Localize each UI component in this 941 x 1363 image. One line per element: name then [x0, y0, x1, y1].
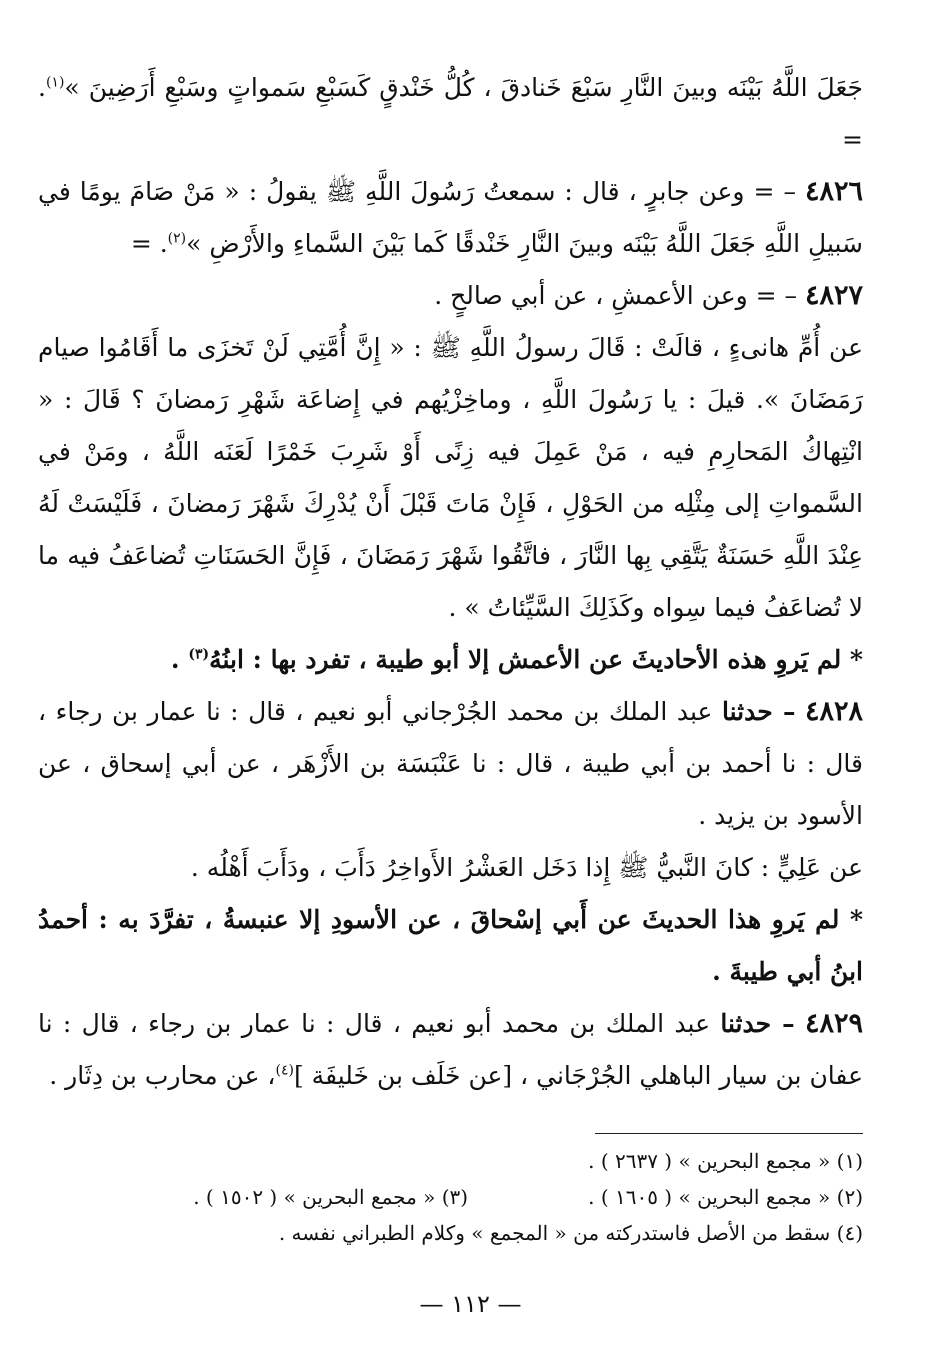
hadith-4828 — [38, 686, 863, 842]
footnote-row-2-3 — [38, 1179, 863, 1215]
footnote-2: (٢) « مجمع البحرين » ( ١٦٠٥ ) . — [588, 1185, 863, 1209]
hadith-tail-4829: ، عن محارب بن دِثَار . — [49, 1061, 276, 1090]
footnote-ref-3: (٣) — [188, 646, 210, 663]
hadith-4829 — [38, 998, 863, 1102]
footnote-4: (٤) سقط من الأصل فاستدركته من « المجمع » وكلام الطبراني نفسه . — [278, 1221, 863, 1245]
intro-line-1: جَعَلَ اللَّهُ بَيْنَه وبينَ النَّارِ سَبْعَ خَنادقَ ، كُلُّ خَنْدقٍ كَسَبْعِ سَمواتٍ وسَبْعِ — [164, 73, 863, 102]
hadith-number-4829: ٤٨٢٩ — [804, 1008, 863, 1039]
hadith-isnad-4829: عبد الملك بن محمد أبو نعيم ، قال : نا عمار بن رجاء ، قال : نا عفان بن سيار الباهلي الجُرْجَاني ، [عن خَلَف بن خَليفَة ] — [38, 1009, 863, 1090]
hadith-isnad-4827: – = وعن الأعمشِ ، عن أبي صالحٍ . — [434, 281, 798, 310]
hadith-lead-4828: – حدثنا — [722, 697, 796, 726]
hadith-4827 — [38, 270, 863, 322]
footnote-divider — [595, 1133, 863, 1134]
footnote-3: (٣) « مجمع البحرين » ( ١٥٠٢ ) . — [193, 1185, 469, 1209]
intro-tail: . = — [38, 73, 863, 154]
footnotes — [38, 1143, 863, 1251]
intro-line-2: أَرَضِينَ » — [64, 73, 156, 102]
hadith-number-4828: ٤٨٢٨ — [805, 696, 864, 727]
footnote-1: (١) « مجمع البحرين » ( ٢٦٣٧ ) . — [588, 1149, 863, 1173]
paragraph-intro — [38, 62, 863, 166]
editor-note-1-text: * لم يَروِ هذه الأحاديثَ عن الأعمش إلا أبو طيبة ، تفرد بها : ابنُهُ — [209, 645, 863, 674]
page-body — [38, 62, 863, 1102]
hadith-text-4826: – = وعن جابرٍ ، قال : سمعتُ رَسُولَ اللَّهِ ﷺ يقولُ : « مَنْ صَامَ يومًا في سَبيلِ اللَّهِ جَعَلَ اللَّهُ بَيْنَه وبينَ النَّارِ خَنْدقًا كَما بَيْنَ السَّماءِ والأَرْضِ » — [38, 177, 863, 258]
footnote-ref-2: (٢) — [167, 230, 187, 247]
hadith-matn-4827: عن أُمِّ هانىءٍ ، قالَتْ : قَالَ رسولُ اللَّهِ ﷺ : « إِنَّ أُمَّتِي لَنْ تَخزَى ما أَقَامُوا صيام رَمَضَانَ ». قيلَ : يا رَسُولَ اللَّهِ ، وماخِزْيُهم في إِضاعَة شَهْرِ رَمضانَ ؟ قَالَ : « انْتِهاكُ المَحارِمِ فيه ، مَنْ عَمِلَ فيه زِنًى أَوْ شَرِبَ خَمْرًا لَعَنَه اللَّهُ ، ومَنْ في السَّمواتِ إلى مِثْلِه من الحَوْلِ ، فَإِنْ مَاتَ قَبْلَ أَنْ يُدْرِكَ شَهْرَ رَمضانَ ، فَلَيْسَتْ لَهُ عِنْدَ اللَّهِ حَسَنَةٌ يَتَّقِي بِها النَّارَ ، فاتَّقُوا شَهْرَ رَمَضَانَ ، فَإِنَّ الحَسَنَاتِ تُضاعَفُ فيه ما لا تُضاعَفُ فيما سِواه وكَذَلِكَ السَّيِّئاتُ » . — [38, 333, 863, 622]
hadith-number-4826: ٤٨٢٦ — [804, 176, 863, 207]
editor-note-1 — [38, 634, 863, 686]
hadith-number-4827: ٤٨٢٧ — [804, 280, 863, 311]
hadith-matn-4828: عن عَلِيٍّ : كانَ النَّبيُّ ﷺ إِذا دَخَل العَشْرُ الأَواخِرُ دَأَبَ ، ودَأَبَ أَهْلُه . — [190, 853, 863, 882]
hadith-4826 — [38, 166, 863, 270]
page-number: — ١١٢ — — [419, 1290, 522, 1318]
footnote-ref-4: (٤) — [275, 1062, 294, 1079]
editor-note-1-tail: . — [170, 645, 189, 674]
hadith-lead-4829: – حدثنا — [720, 1009, 795, 1038]
hadith-tail-4826: . = — [130, 229, 168, 258]
editor-note-2: * لم يَروِ هذا الحديثَ عن أَبي إسْحاقَ ، عن الأسودِ إلا عنبسةُ ، تفرَّدَ به : أحمدُ ابنُ أبي طيبةَ . — [38, 905, 863, 986]
footnote-ref-1: (١) — [45, 74, 65, 91]
hadith-isnad-4828: عبد الملك بن محمد الجُرْجاني أبو نعيم ، قال : نا عمار بن رجاء ، قال : نا أحمد بن أبي طيبة ، قال : نا عَنْبَسَة بن الأَزْهَر ، عن أبي إسحاق ، عن الأسود بن يزيد . — [38, 697, 863, 830]
